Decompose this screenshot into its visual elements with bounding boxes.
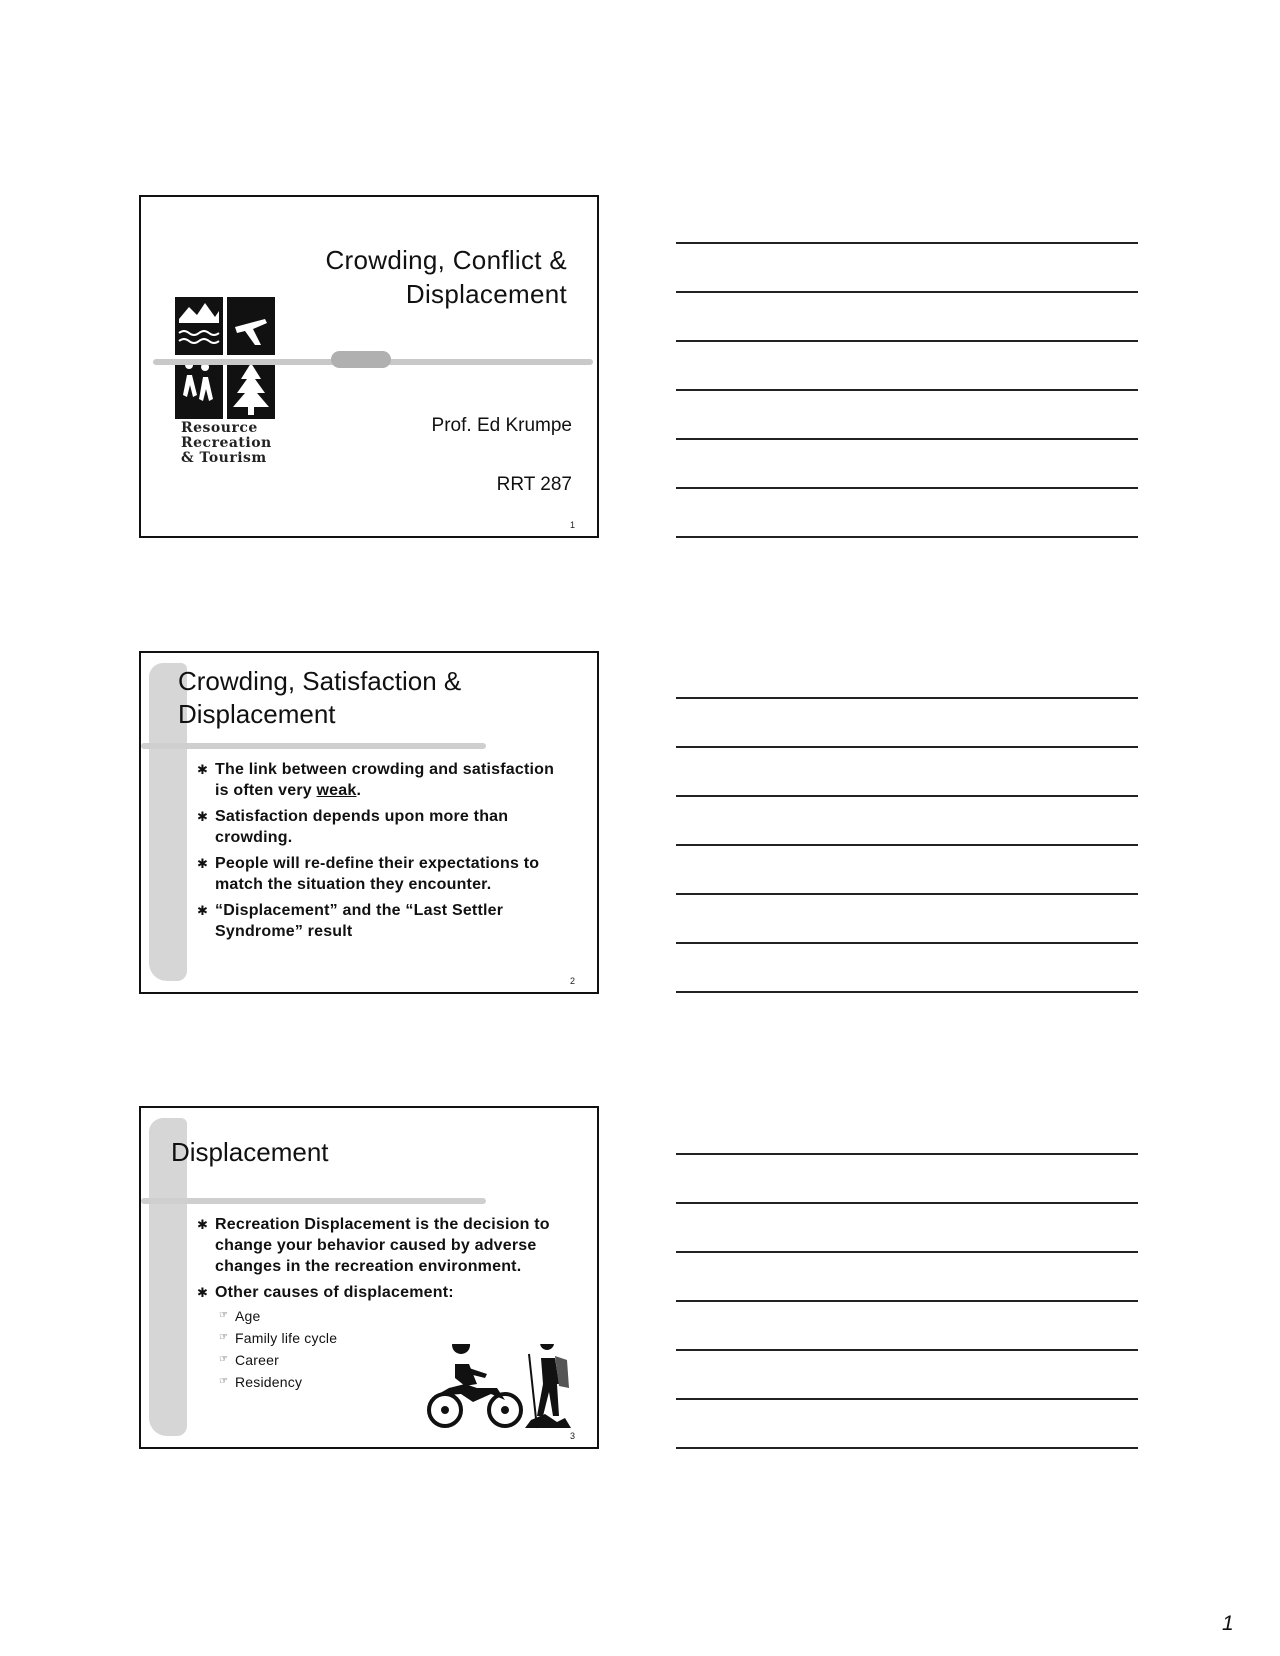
bullet-icon: ✱ [197,1285,209,1300]
list-item: ✱ Other causes of displacement: ☞ Age ☞ Family life cycle ☞ Career ☞ Residency [197,1282,567,1393]
slide-1 [139,195,599,538]
note-line [676,795,1138,797]
emphasis: weak [316,782,357,799]
slide-number: 2 [569,976,575,986]
note-line [676,1300,1138,1302]
note-line [676,487,1138,489]
note-line [676,1153,1138,1155]
slide-3-title: Displacement [171,1137,329,1167]
note-line [676,536,1138,538]
list-item: ✱ People will re-define their expectations to match the situation they encounter. [197,855,540,893]
bullet-list [197,759,567,947]
pointing-hand-icon: ☞ [219,1310,229,1321]
note-line [676,1447,1138,1449]
note-line [676,697,1138,699]
pointing-hand-icon: ☞ [219,1354,229,1365]
sub-list-item: ☞ Age [215,1305,567,1327]
bullet-icon: ✱ [197,809,209,824]
pointing-hand-icon: ☞ [219,1332,229,1343]
slide-3 [139,1106,599,1449]
slide-number: 1 [569,520,575,530]
note-line [676,991,1138,993]
note-line [676,242,1138,244]
rrt-logo [175,297,275,473]
list-item: ✱ Recreation Displacement is the decision to change your behavior caused by adverse changes in the recreation environment. [197,1216,550,1275]
note-line [676,893,1138,895]
slide-2-title: Crowding, Satisfaction & Displacement [178,666,462,729]
course-code: RRT 287 [496,474,572,495]
bullet-icon: ✱ [197,762,209,777]
bullet-icon: ✱ [197,903,209,918]
motorcycle-hiker-icon [425,1344,575,1434]
logo-wordmark: Resource Recreation & Tourism [181,420,272,466]
note-line [676,746,1138,748]
bullet-icon: ✱ [197,856,209,871]
sub-list-item: ☞ Career [215,1349,567,1371]
page-number: 1 [1222,1612,1234,1635]
logo-icon [175,297,275,419]
pointing-hand-icon: ☞ [219,1376,229,1387]
note-line [676,1398,1138,1400]
note-line [676,438,1138,440]
decorative-brush-icon [331,351,391,368]
note-line [676,844,1138,846]
slide-number: 3 [569,1431,575,1441]
note-line [676,389,1138,391]
slide-1-title: Crowding, Conflict & Displacement [325,245,567,309]
note-line [676,942,1138,944]
slide-2 [139,651,599,994]
sub-list-item: ☞ Residency [215,1371,567,1393]
bullet-icon: ✱ [197,1217,209,1232]
list-item: ✱ The link between crowding and satisfaction is often very weak. [197,761,555,799]
decorative-title-bar [141,743,486,749]
note-line [676,1349,1138,1351]
note-line [676,1251,1138,1253]
note-line [676,1202,1138,1204]
sub-list-item: ☞ Family life cycle [215,1327,567,1349]
note-line [676,340,1138,342]
note-line [676,291,1138,293]
author: Prof. Ed Krumpe [431,415,572,436]
decorative-title-bar [141,1198,486,1204]
list-item: ✱ “Displacement” and the “Last Settler Syndrome” result [197,902,504,940]
list-item: ✱ Satisfaction depends upon more than crowding. [197,808,509,846]
